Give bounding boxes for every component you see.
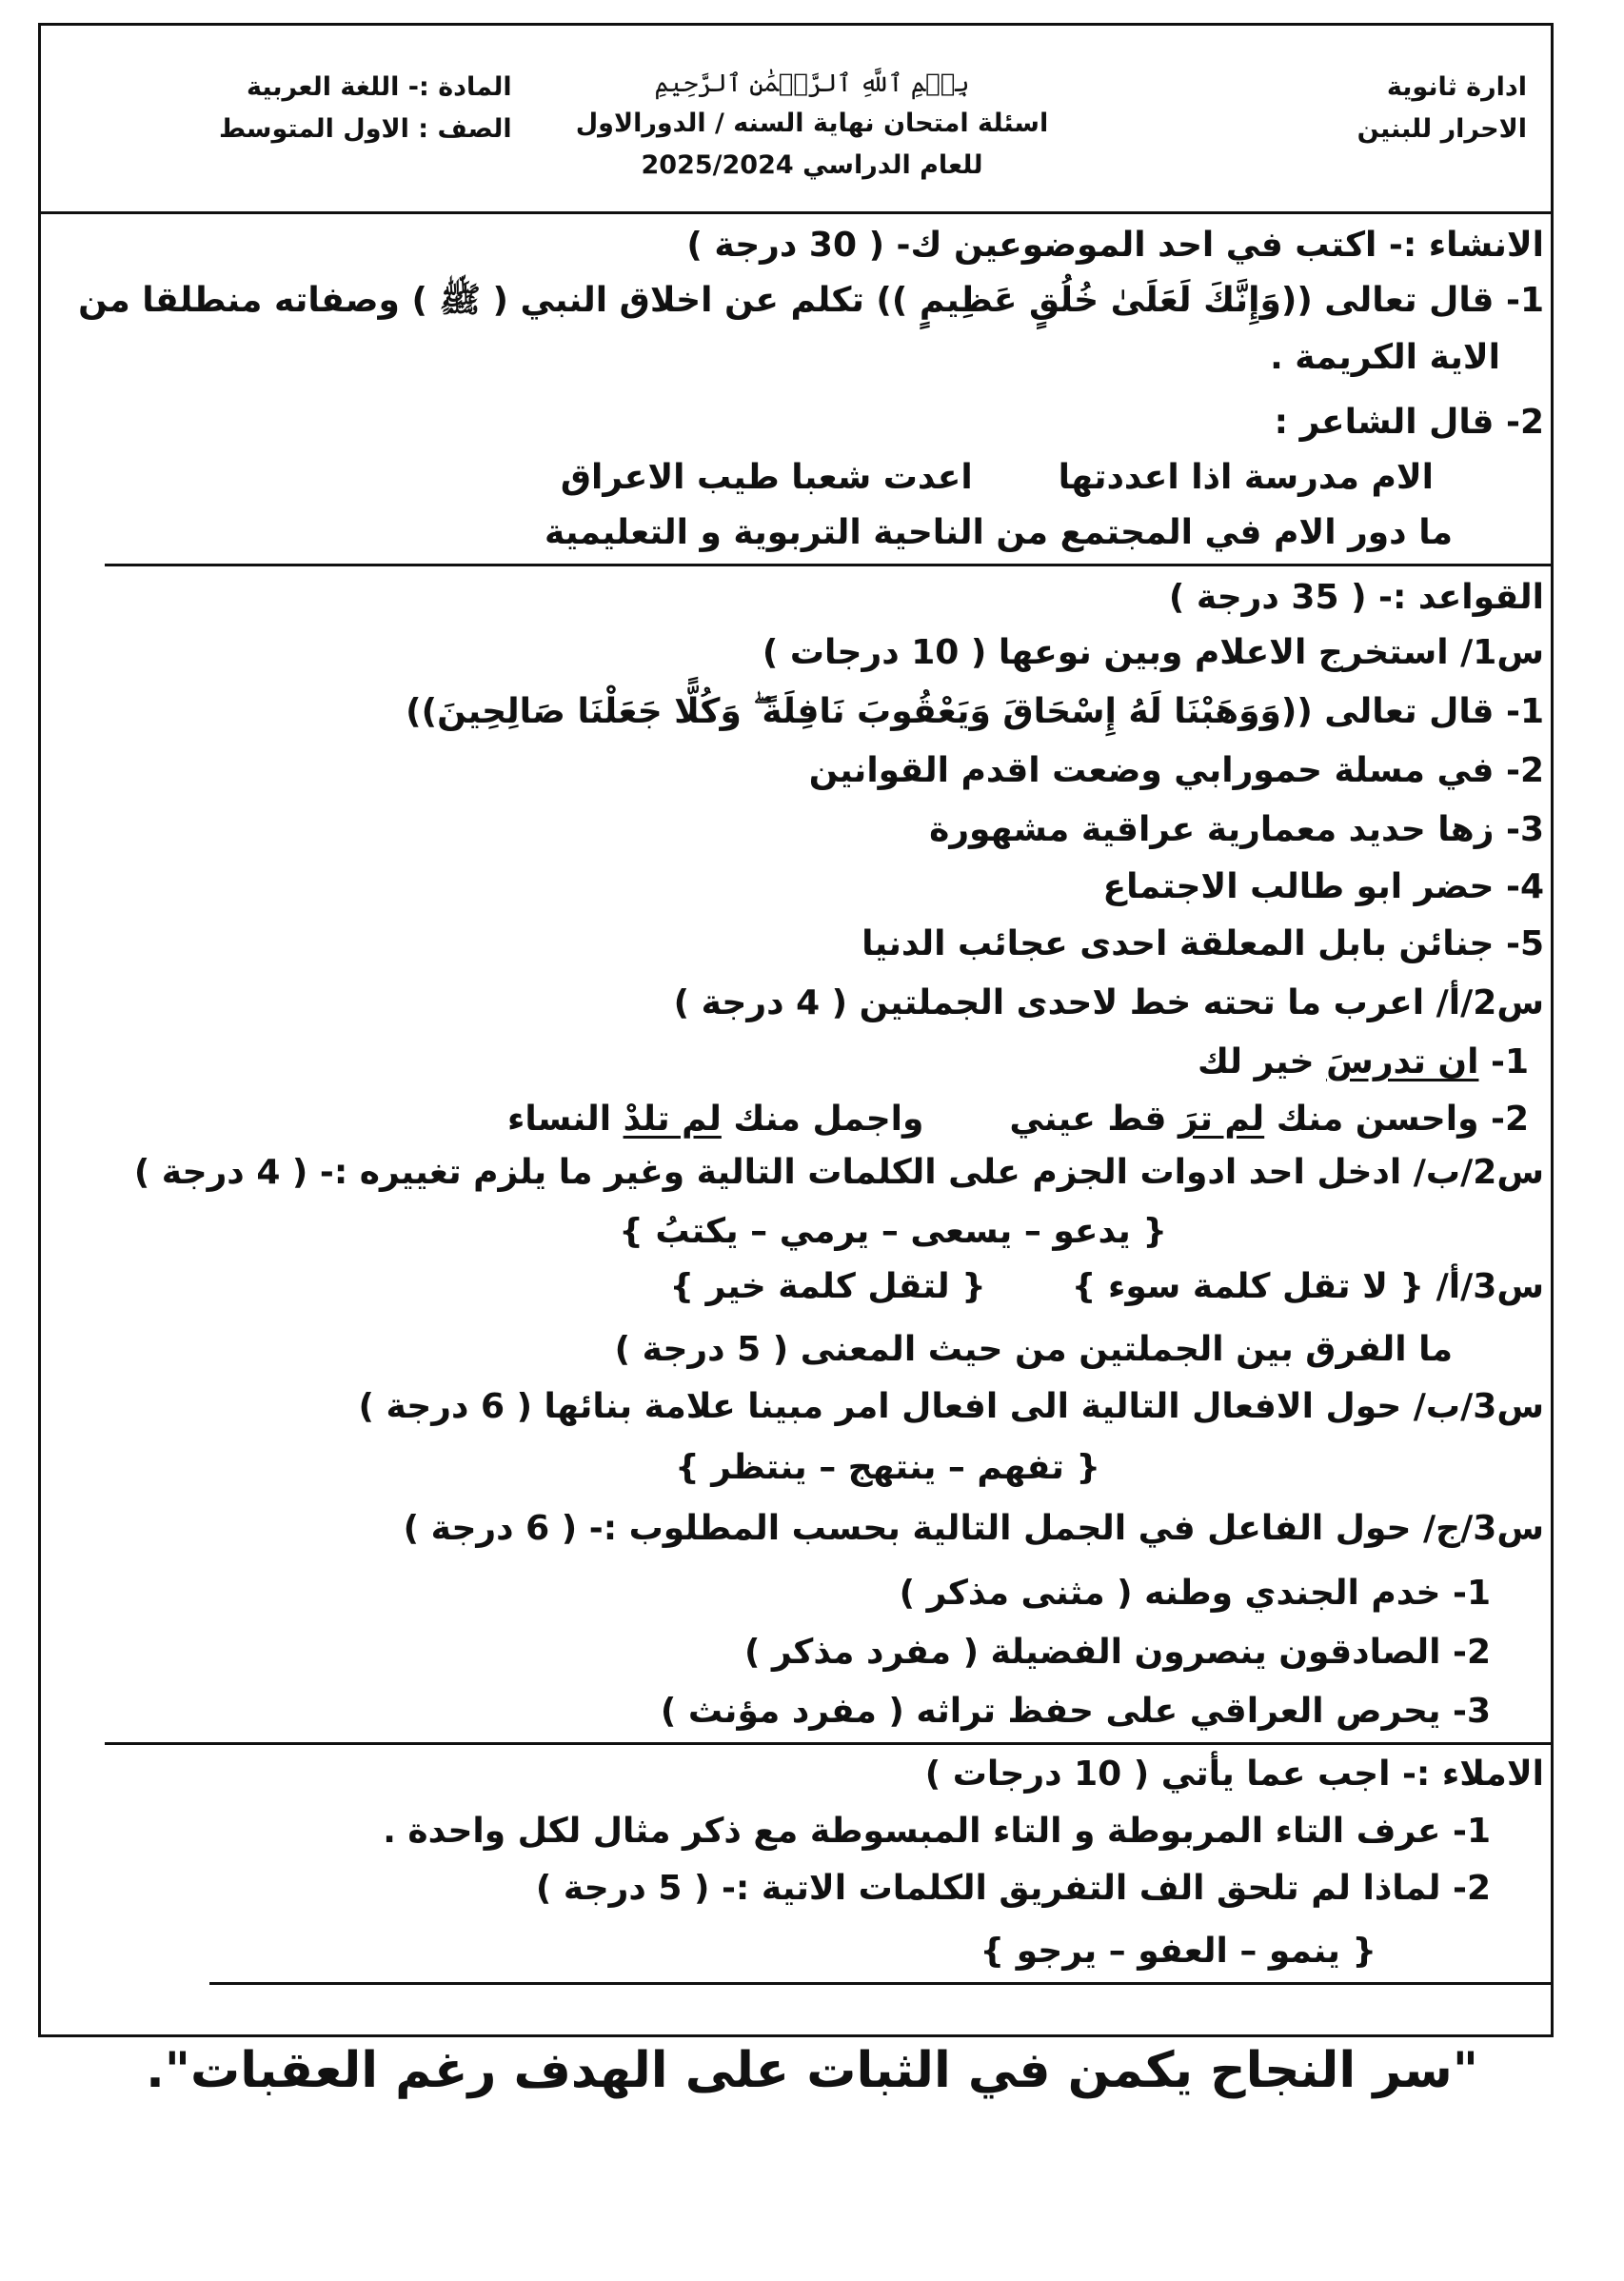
grade: الصف : الاول المتوسط — [219, 114, 512, 144]
subject: المادة :- اللغة العربية — [247, 72, 512, 102]
section-divider-1 — [105, 564, 1554, 566]
exam-title: اسئلة امتحان نهاية السنه / الدورالاول — [575, 109, 1049, 138]
grammar-q1-item: 1- قال تعالى ((وَوَهَبْنَا لَهُ إِسْحَاقَ وَيَعْقُوبَ نَافِلَةً ۖ وَكُلًّا جَعَلْنَا صَالِحِينَ)) — [406, 692, 1544, 731]
grammar-q3c-prompt: س3/ج/ حول الفاعل في الجمل التالية بحسب المطلوب :- ( 6 درجة ) — [403, 1509, 1544, 1548]
grammar-q3c-item: 3- يحرص العراقي على حفظ تراثه ( مفرد مؤنث ) — [660, 1692, 1491, 1731]
basmala: بِسۡمِ ٱللَّهِ ٱلرَّحۡمَٰنِ ٱلرَّحِيمِ — [654, 69, 970, 98]
section-divider-2 — [105, 1742, 1554, 1745]
grammar-q1-item: 4- حضر ابو طالب الاجتماع — [1102, 867, 1544, 906]
composition-topic-1: 1- قال تعالى ((وَإِنَّكَ لَعَلَىٰ خُلُقٍ عَظِيمٍ )) تكلم عن اخلاق النبي ( ﷺ ) وصفاته منطلقا من — [78, 281, 1544, 320]
grammar-q1-item: 3- زها حديد معمارية عراقية مشهورة — [929, 810, 1544, 849]
school-line-1: ادارة ثانوية — [1386, 72, 1527, 102]
composition-topic-1-cont: الاية الكريمة . — [1270, 338, 1500, 377]
underlined-phrase: ان تدرسَ — [1326, 1042, 1479, 1081]
grammar-q2a-item-1: 1- ان تدرسَ خير لك — [1198, 1042, 1529, 1081]
grammar-heading: القواعد :- ( 35 درجة ) — [1168, 578, 1544, 617]
composition-heading: الانشاء :- اكتب في احد الموضوعين ك- ( 30 درجة ) — [686, 226, 1544, 265]
grammar-q2a-prompt: س2/أ/ اعرب ما تحته خط لاحدى الجملتين ( 4 درجة ) — [673, 983, 1544, 1022]
grammar-q1-prompt: س1/ استخرج الاعلام وبين نوعها ( 10 درجات ) — [762, 633, 1544, 672]
grammar-q1-item: 2- في مسلة حمورابي وضعت اقدم القوانين — [808, 751, 1544, 790]
verse-second-hemistich: اعدت شعبا طيب الاعراق — [560, 458, 973, 497]
phrase-2: { لتقل كلمة خير } — [669, 1267, 986, 1306]
grammar-q2a-item-2: 2- واحسن منك لم ترَ قط عينيواجمل منك لم تلدْ النساء — [506, 1100, 1529, 1139]
grammar-q2b-words: { يدعو – يسعى – يرمي – يكتبُ } — [619, 1212, 1167, 1251]
dictation-words: { ينمو – العفو – يرجو } — [980, 1932, 1376, 1971]
dictation-q1: 1- عرف التاء المربوطة و التاء المبسوطة مع ذكر مثال لكل واحدة . — [383, 1812, 1491, 1851]
grammar-q3b-prompt: س3/ب/ حول الافعال التالية الى افعال امر مبينا علامة بنائها ( 6 درجة ) — [358, 1387, 1544, 1426]
grammar-q3a-phrases: س3/أ/ { لا تقل كلمة سوء }{ لتقل كلمة خير } — [669, 1267, 1544, 1306]
closing-quote: "سر النجاح يكمن في الثبات على الهدف رغم العقبات". — [146, 2042, 1478, 2099]
subject-info — [219, 67, 512, 150]
grammar-q3b-words: { تفهم – ينتهج – ينتظر } — [675, 1448, 1100, 1487]
grammar-q3a-question: ما الفرق بين الجملتين من حيث المعنى ( 5 درجة ) — [614, 1330, 1453, 1369]
section-divider-3 — [209, 1982, 1554, 1985]
academic-year: للعام الدراسي 2025/2024 — [641, 150, 983, 180]
grammar-q3c-item: 2- الصادقون ينصرون الفضيلة ( مفرد مذكر ) — [744, 1633, 1491, 1672]
header-divider — [38, 211, 1554, 214]
grammar-q3c-item: 1- خدم الجندي وطنه ( مثنى مذكر ) — [899, 1574, 1491, 1613]
phrase-1: { لا تقل كلمة سوء } — [1071, 1267, 1425, 1306]
dictation-q2: 2- لماذا لم تلحق الف التفريق الكلمات الاتية :- ( 5 درجة ) — [535, 1869, 1491, 1908]
underlined-phrase: لم تلدْ — [623, 1100, 722, 1139]
school-line-2: الاحرار للبنين — [1357, 114, 1527, 144]
underlined-phrase: لم ترَ — [1178, 1100, 1265, 1139]
dictation-heading: الاملاء :- اجب عما يأتي ( 10 درجات ) — [924, 1755, 1544, 1794]
composition-topic-2-question: ما دور الام في المجتمع من الناحية التربوية و التعليمية — [545, 513, 1453, 552]
verse-first-hemistich: الام مدرسة اذا اعددتها — [1058, 458, 1434, 497]
composition-topic-2: 2- قال الشاعر : — [1274, 403, 1544, 442]
grammar-q2b-prompt: س2/ب/ ادخل احد ادوات الجزم على الكلمات التالية وغير ما يلزم تغييره :- ( 4 درجة ) — [133, 1153, 1544, 1192]
grammar-q1-item: 5- جنائن بابل المعلقة احدى عجائب الدنيا — [862, 924, 1544, 963]
poetry-verse — [53, 453, 1624, 503]
